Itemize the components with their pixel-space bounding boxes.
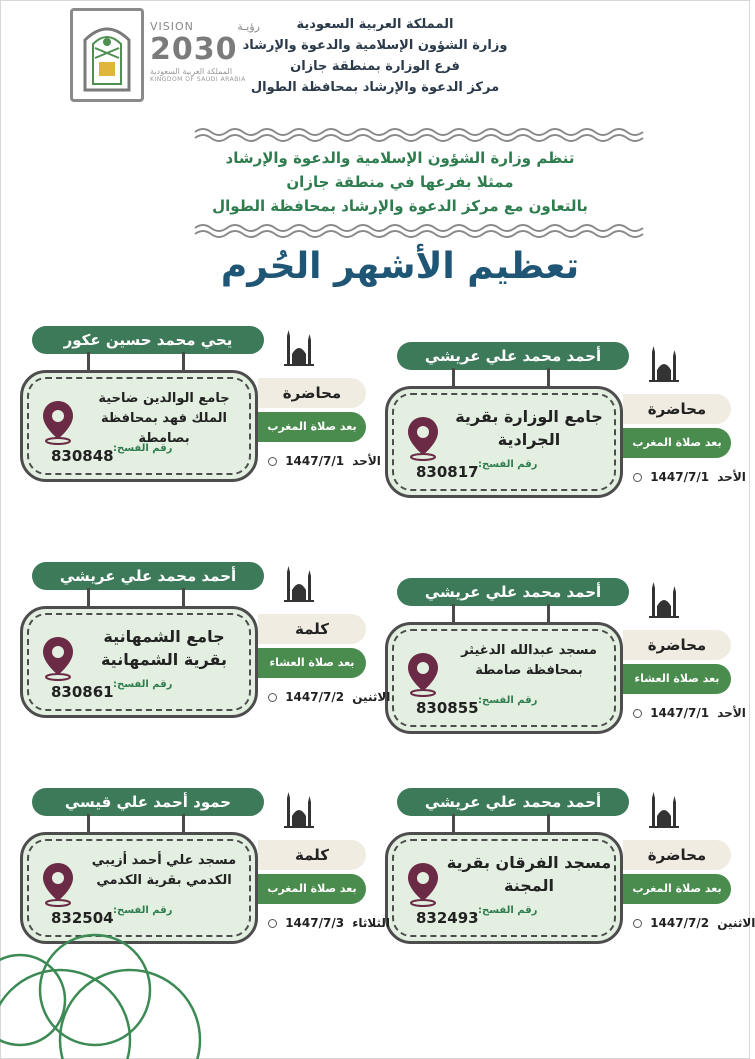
event-time-pill: بعد صلاة المغرب (623, 428, 731, 458)
permit-label: رقم الفسح: (478, 459, 538, 470)
intro-block (150, 146, 650, 218)
mosque-icon (649, 792, 679, 828)
event-day: الاثنين (717, 916, 755, 930)
venue-name: جامع الوزارة بقرية الجرادية (455, 407, 603, 449)
event-type-pill: كلمة (258, 614, 366, 644)
wave-divider-bottom (195, 224, 640, 238)
venue-box (385, 386, 623, 498)
venue-name: مسجد الفرقان بقرية المجنة (446, 853, 612, 895)
intro-line: تنظم وزارة الشؤون الإسلامية والدعوة والإرشاد (225, 149, 575, 167)
event-date-row (629, 916, 755, 930)
event-time-pill: بعد صلاة العشاء (623, 664, 731, 694)
permit-label: رقم الفسح: (113, 905, 173, 916)
event-card (20, 562, 391, 762)
event-date-row (264, 690, 390, 704)
calendar-icon (268, 919, 277, 928)
connector-line (547, 368, 550, 388)
calendar-icon (268, 457, 277, 466)
location-pin-icon (406, 415, 440, 461)
event-type-pill: محاضرة (623, 394, 731, 424)
vision-label-en: VISION (150, 20, 194, 33)
location-pin-icon (406, 861, 440, 907)
mosque-icon (284, 330, 314, 366)
event-day: الأحد (717, 470, 746, 484)
venue-box (20, 370, 258, 482)
vision-label-ar: رؤيـة (237, 20, 260, 33)
event-type-pill: محاضرة (623, 840, 731, 870)
event-date: 1447/7/3 (285, 916, 345, 930)
connector-line (547, 604, 550, 624)
vision-2030-logo (150, 20, 260, 100)
event-time-pill: بعد صلاة المغرب (623, 874, 731, 904)
event-date: 1447/7/1 (285, 454, 345, 468)
vision-year: 2030 (150, 32, 238, 67)
wave-divider-top (195, 128, 640, 142)
event-type-pill: كلمة (258, 840, 366, 870)
location-pin-icon (406, 651, 440, 697)
venue-name: مسجد عبدالله الدغيثر بمحافظة صامطة (461, 643, 597, 678)
location-pin-icon (41, 399, 75, 445)
header-line-center: مركز الدعوة والإرشاد بمحافظة الطوال (250, 80, 500, 95)
calendar-icon (268, 693, 277, 702)
event-date: 1447/7/1 (650, 470, 710, 484)
event-day: الأحد (717, 706, 746, 720)
event-date-row (264, 916, 390, 930)
venue-box (385, 622, 623, 734)
event-date: 1447/7/1 (650, 706, 710, 720)
permit-label: رقم الفسح: (478, 695, 538, 706)
location-pin-icon (41, 861, 75, 907)
event-card (385, 578, 745, 778)
speaker-name-tab: حمود أحمد علي قيسي (32, 788, 264, 816)
mosque-icon (649, 582, 679, 618)
header-line-ministry: وزارة الشؤون الإسلامية والدعوة والإرشاد (242, 38, 508, 53)
event-card (20, 326, 380, 526)
event-card (385, 788, 755, 988)
venue-box (20, 832, 258, 944)
event-card (385, 342, 745, 542)
event-type-pill: محاضرة (258, 378, 366, 408)
event-day: الأحد (352, 454, 381, 468)
venue-name: مسجد علي أحمد أزيبي الكدمي بقرية الكدمي (91, 853, 237, 888)
connector-line (87, 352, 90, 372)
calendar-icon (633, 919, 642, 928)
permit-label: رقم الفسح: (113, 443, 173, 454)
speaker-name-tab: أحمد محمد علي عريشي (397, 788, 629, 816)
connector-line (87, 814, 90, 834)
calendar-icon (633, 709, 642, 718)
permit-number: 832504 (51, 909, 114, 927)
ministry-emblem-icon (70, 8, 144, 102)
event-date-row (629, 706, 746, 720)
intro-line: ممثلا بفرعها في منطقة جازان (286, 173, 514, 191)
speaker-name-tab: يحي محمد حسين عكور (32, 326, 264, 354)
mosque-icon (284, 566, 314, 602)
event-date: 1447/7/2 (650, 916, 710, 930)
permit-label: رقم الفسح: (478, 905, 538, 916)
permit-label: رقم الفسح: (113, 679, 173, 690)
event-time-pill: بعد صلاة المغرب (258, 412, 366, 442)
connector-line (87, 588, 90, 608)
intro-line: بالتعاون مع مركز الدعوة والإرشاد بمحافظة الطوال (212, 197, 588, 215)
connector-line (452, 814, 455, 834)
venue-name: جامع الشمهانية بقرية الشمهانية (100, 627, 228, 669)
permit-number: 830855 (416, 699, 479, 717)
location-pin-icon (41, 635, 75, 681)
connector-line (547, 814, 550, 834)
header-line-branch: فرع الوزارة بمنطقة جازان (290, 59, 460, 74)
decorative-ornament-icon (0, 930, 190, 1059)
speaker-name-tab: أحمد محمد علي عريشي (397, 342, 629, 370)
connector-line (452, 368, 455, 388)
event-day: الثلاثاء (352, 916, 391, 930)
vision-subtitle-en: KINGDOM OF SAUDI ARABIA (150, 76, 246, 83)
event-date-row (264, 454, 381, 468)
event-day: الاثنين (352, 690, 391, 704)
speaker-name-tab: أحمد محمد علي عريشي (397, 578, 629, 606)
permit-number: 830817 (416, 463, 479, 481)
connector-line (182, 588, 185, 608)
venue-box (385, 832, 623, 944)
event-date: 1447/7/2 (285, 690, 345, 704)
connector-line (452, 604, 455, 624)
venue-name: جامع الوالدين ضاحية الملك فهد بمحافظة بصامطة (98, 391, 230, 446)
event-time-pill: بعد صلاة العشاء (258, 648, 366, 678)
speaker-name-tab: أحمد محمد علي عريشي (32, 562, 264, 590)
header-line-country: المملكة العربية السعودية (296, 17, 454, 32)
event-time-pill: بعد صلاة المغرب (258, 874, 366, 904)
calendar-icon (633, 473, 642, 482)
mosque-icon (649, 346, 679, 382)
page-title: تعظيم الأشهر الحُرم (220, 246, 580, 287)
event-type-pill: محاضرة (623, 630, 731, 660)
event-date-row (629, 470, 746, 484)
permit-number: 830861 (51, 683, 114, 701)
permit-number: 830848 (51, 447, 114, 465)
mosque-icon (284, 792, 314, 828)
connector-line (182, 352, 185, 372)
venue-box (20, 606, 258, 718)
permit-number: 832493 (416, 909, 479, 927)
vision-subtitle-ar: المملكة العربية السعودية (150, 67, 233, 76)
connector-line (182, 814, 185, 834)
